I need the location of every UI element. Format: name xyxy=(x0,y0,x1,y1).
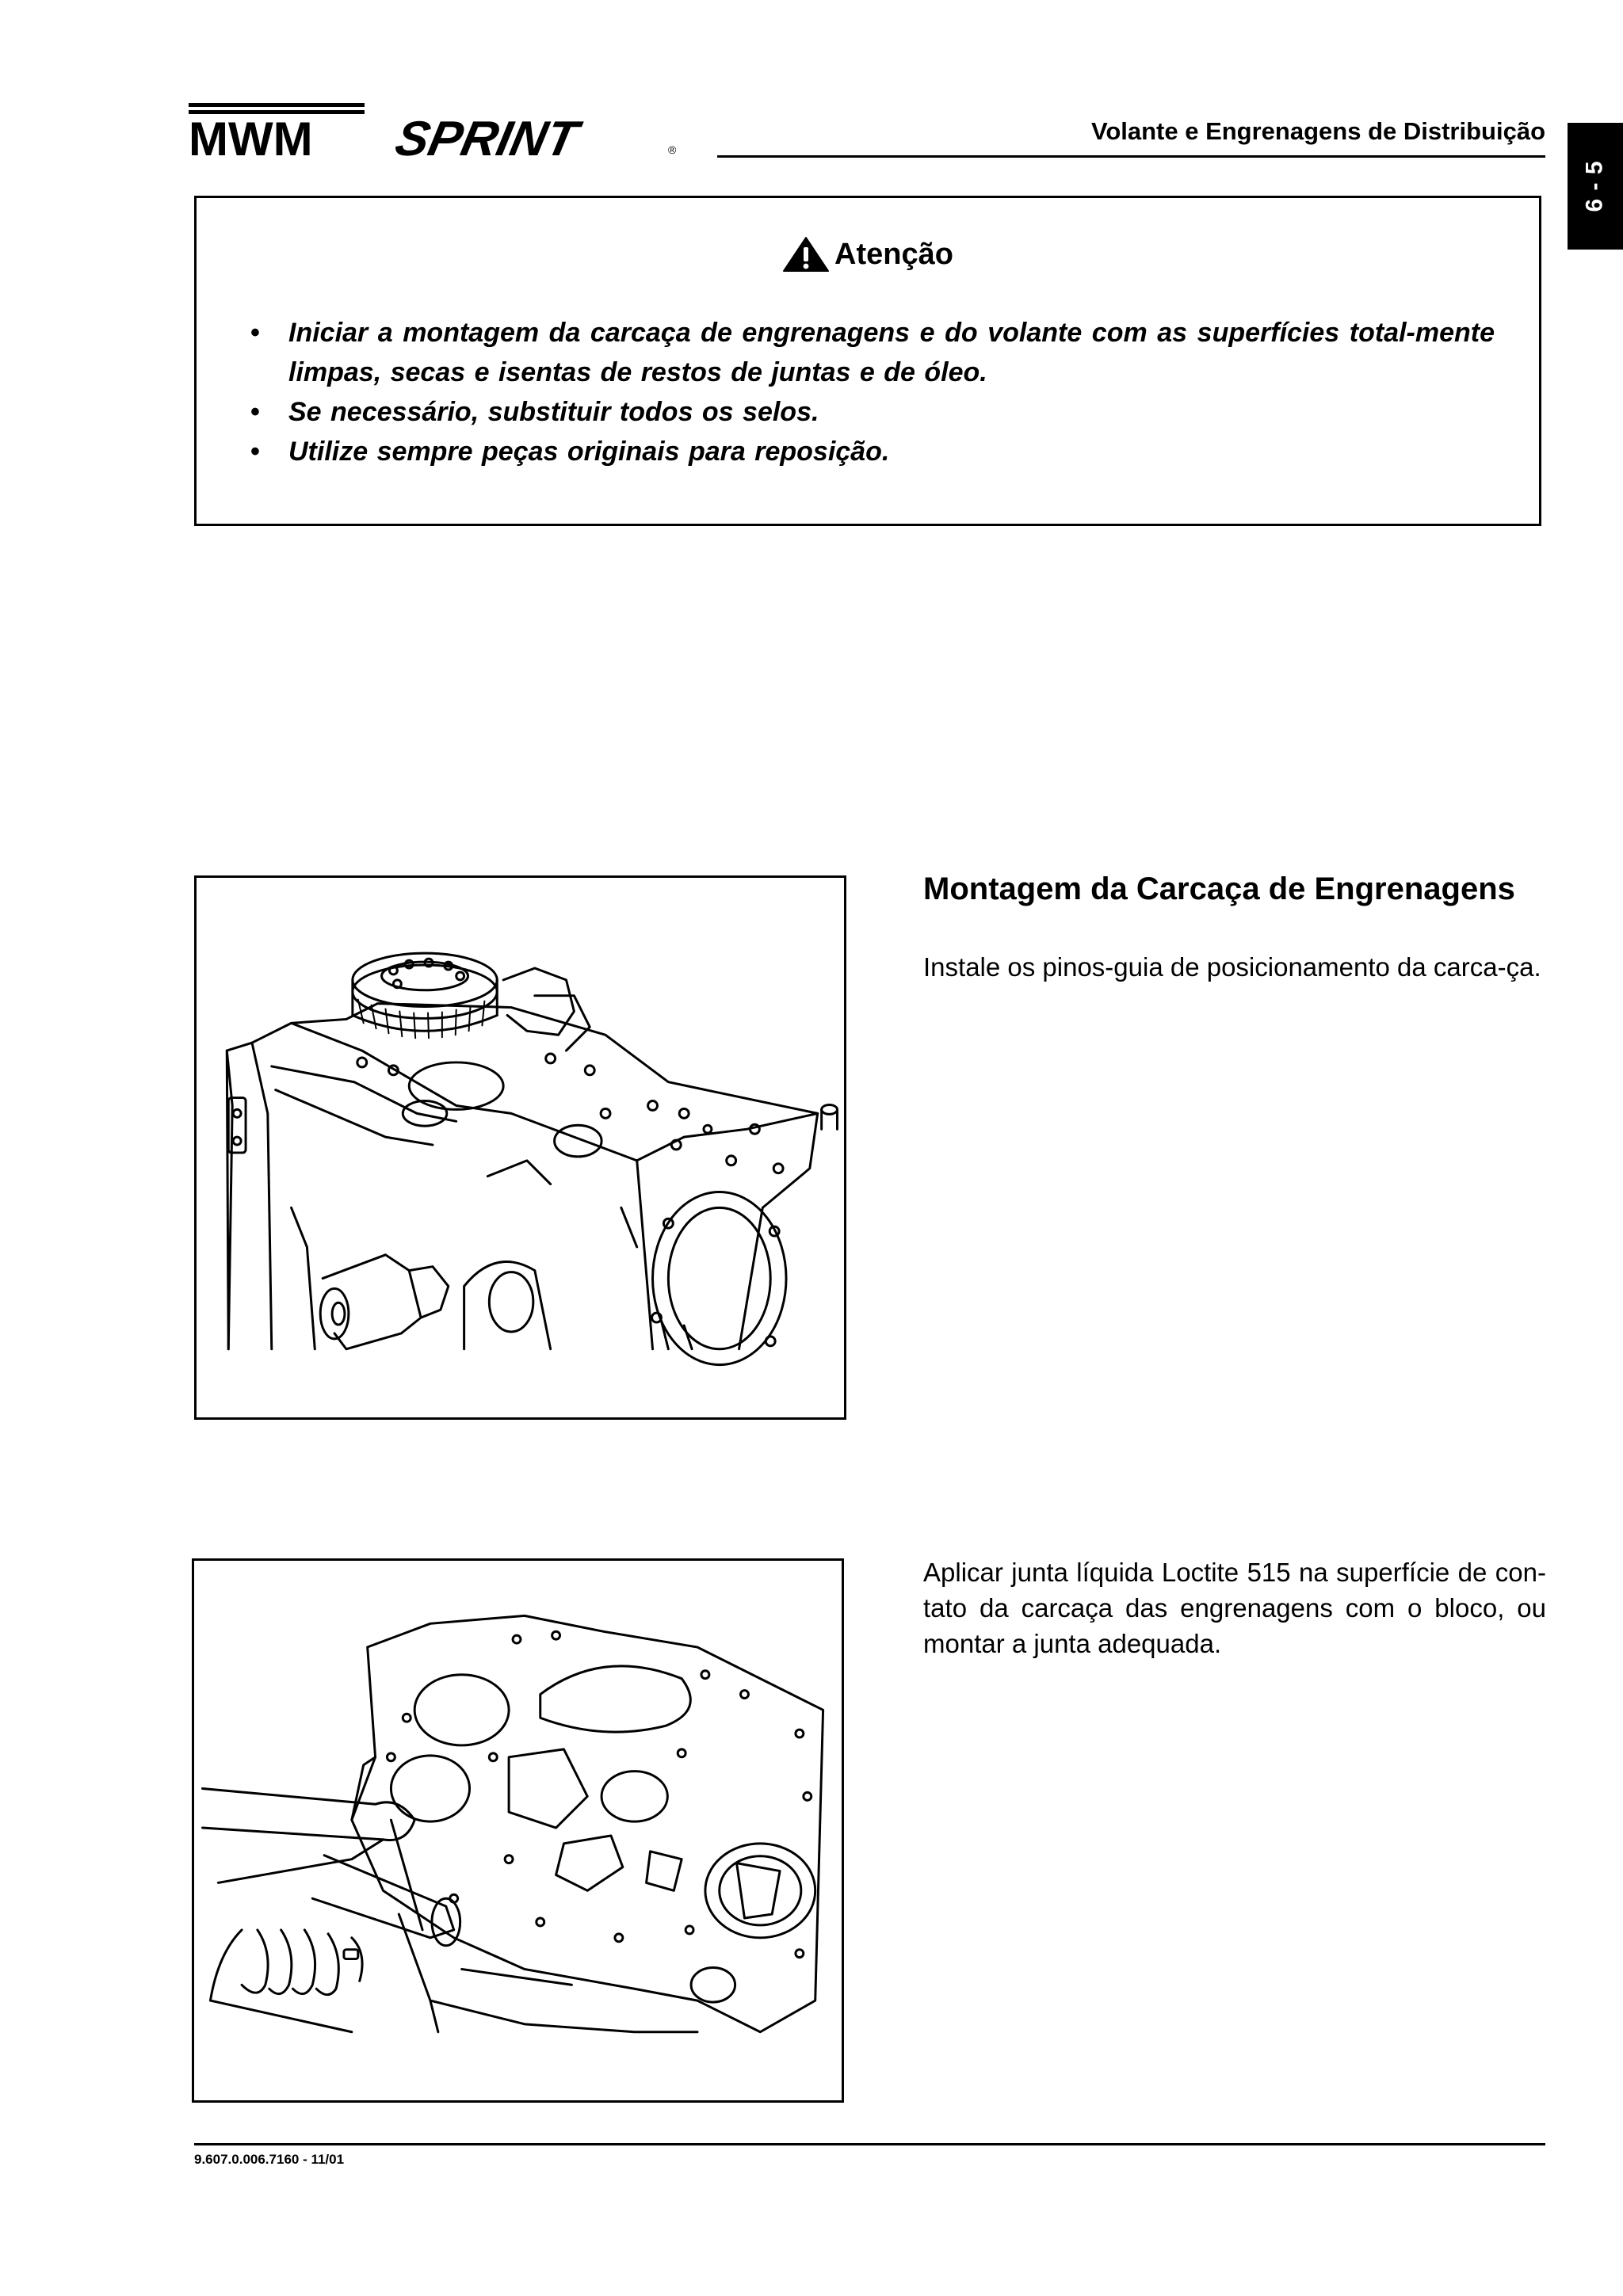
figure-sealant-application xyxy=(192,1558,844,2103)
attention-item: • Iniciar a montagem da carcaça de engrenagens e do volante com as superfícies total-mente limpas, secas e isentas de restos de juntas e de óleo. xyxy=(250,313,1495,392)
section-tab xyxy=(1568,123,1623,250)
figure-gear-housing-guide-pins xyxy=(194,875,846,1420)
attention-list xyxy=(250,313,1495,471)
page-title: Volante e Engrenagens de Distribuição xyxy=(1090,117,1545,145)
logo-graphic xyxy=(189,103,680,158)
mwm-sprint-logo xyxy=(189,103,680,158)
registered-mark: ® xyxy=(668,143,677,156)
instruction-paragraph-2: Aplicar junta líquida Loctite 515 na superfície de con-tato da carcaça das engrenagens com o bloco, ou montar a junta adequada. xyxy=(923,1558,1546,1658)
document-code: 9.607.0.006.7160 - 11/01 xyxy=(194,2152,345,2167)
brand-secondary: SPRINT xyxy=(391,111,583,158)
attention-box xyxy=(194,196,1541,526)
footer-rule xyxy=(194,2143,1545,2145)
header-rule xyxy=(717,155,1545,158)
gasket-sealant-illustration xyxy=(194,1561,842,2100)
attention-item: • Se necessário, substituir todos os selos. xyxy=(250,392,1495,432)
engine-block-illustration xyxy=(197,878,844,1417)
attention-heading xyxy=(197,236,1539,273)
section-tab-label: 6 - 5 xyxy=(1582,160,1608,212)
brand-primary: MWM xyxy=(189,113,313,158)
instruction-paragraph-1: Instale os pinos-guia de posicionamento da carca-ça. xyxy=(923,952,1541,982)
warning-triangle-icon xyxy=(782,236,830,273)
attention-item: • Utilize sempre peças originais para reposição. xyxy=(250,432,1495,471)
attention-heading-text: Atenção xyxy=(834,237,953,271)
section-heading: Montagem da Carcaça de Engrenagens xyxy=(923,871,1515,906)
